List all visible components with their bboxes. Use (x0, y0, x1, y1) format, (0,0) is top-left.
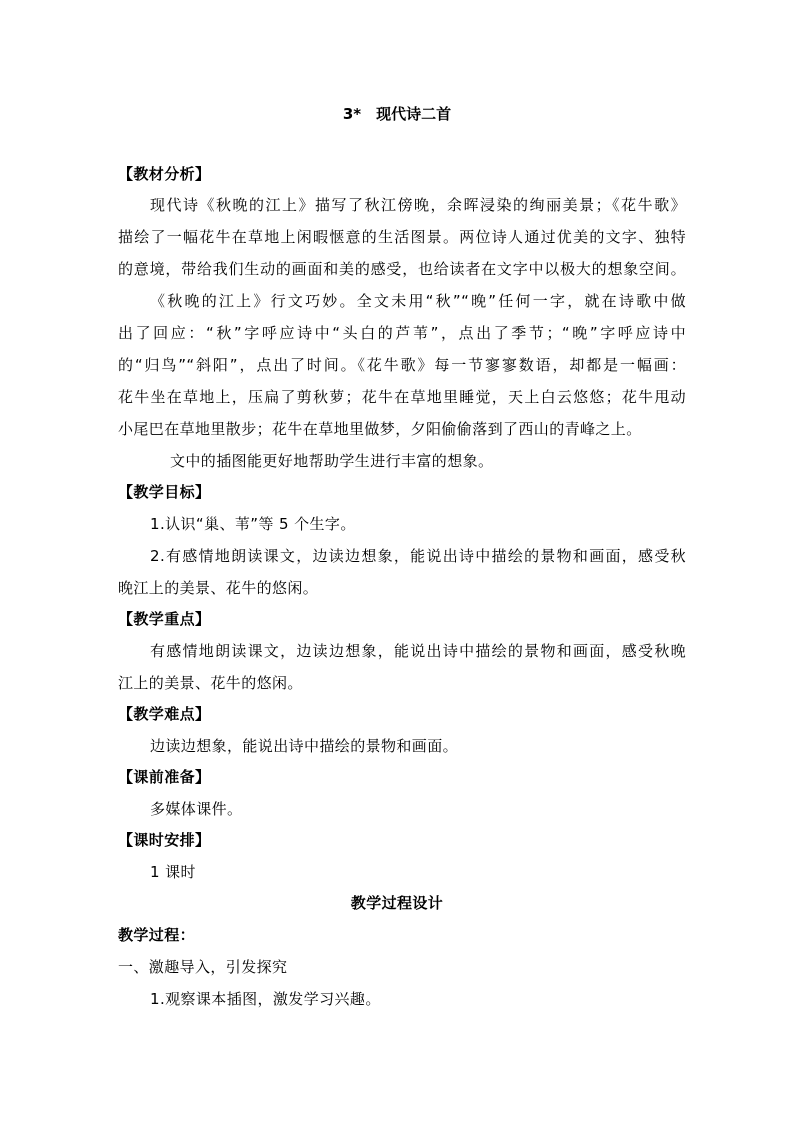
section-heading-analysis: 【教材分析】 (118, 165, 211, 183)
section-heading-key-points: 【教学重点】 (118, 610, 211, 628)
difficulty-text: 边读边想象，能说出诗中描绘的景物和画面。 (150, 737, 459, 755)
schedule-text: 1 课时 (150, 863, 196, 881)
section-heading-schedule: 【课时安排】 (118, 831, 211, 849)
process-design-title: 教学过程设计 (350, 894, 444, 912)
step-1-heading: 一、激趣导入，引发探究 (118, 958, 288, 976)
section-heading-difficulty: 【教学难点】 (118, 705, 211, 723)
analysis-paragraph-2-line-2: 出了回应：“秋”字呼应诗中“头白的芦苇”，点出了季节；“晚”字呼应诗中 (118, 324, 686, 342)
step-1-item-1: 1.观察课本插图，激发学习兴趣。 (150, 990, 381, 1008)
analysis-paragraph-1-line-2: 描绘了一幅花牛在草地上闲暇惬意的生活图景。两位诗人通过优美的文字、独特 (118, 228, 686, 246)
process-heading: 教学过程： (118, 926, 196, 944)
section-heading-goals: 【教学目标】 (118, 483, 211, 501)
analysis-paragraph-1-line-3: 的意境，带给我们生动的画面和美的感受，也给读者在文字中以极大的想象空间。 (118, 260, 686, 278)
analysis-paragraph-2-line-3: 的“归鸟”“斜阳”，点出了时间。《花牛歌》每一节寥寥数语，却都是一幅画： (118, 356, 686, 374)
analysis-paragraph-1-line-1: 现代诗《秋晚的江上》描写了秋江傍晚，余晖浸染的绚丽美景；《花牛歌》 (150, 196, 686, 214)
key-point-line-2: 江上的美景、花牛的悠闲。 (118, 674, 303, 692)
analysis-paragraph-3: 文中的插图能更好地帮助学生进行丰富的想象。 (170, 452, 494, 470)
goal-2-line-2: 晚江上的美景、花牛的悠闲。 (118, 579, 319, 597)
analysis-paragraph-2-line-1: 《秋晚的江上》行文巧妙。全文未用“秋”“晚”任何一字，就在诗歌中做 (150, 292, 686, 310)
preparation-text: 多媒体课件。 (150, 800, 243, 818)
goal-1: 1.认识“巢、苇”等 5 个生字。 (150, 515, 356, 533)
key-point-line-1: 有感情地朗读课文，边读边想象，能说出诗中描绘的景物和画面，感受秋晚 (150, 642, 686, 660)
analysis-paragraph-2-line-4: 花牛坐在草地上，压扁了剪秋萝；花牛在草地里睡觉，天上白云悠悠；花牛甩动 (118, 388, 686, 406)
section-heading-preparation: 【课前准备】 (118, 768, 211, 786)
goal-2-line-1: 2.有感情地朗读课文，边读边想象，能说出诗中描绘的景物和画面，感受秋 (150, 547, 686, 565)
lesson-title: 3* 现代诗二首 (342, 105, 452, 123)
analysis-paragraph-2-line-5: 小尾巴在草地里散步；花牛在草地里做梦，夕阳偷偷落到了西山的青峰之上。 (118, 420, 642, 438)
